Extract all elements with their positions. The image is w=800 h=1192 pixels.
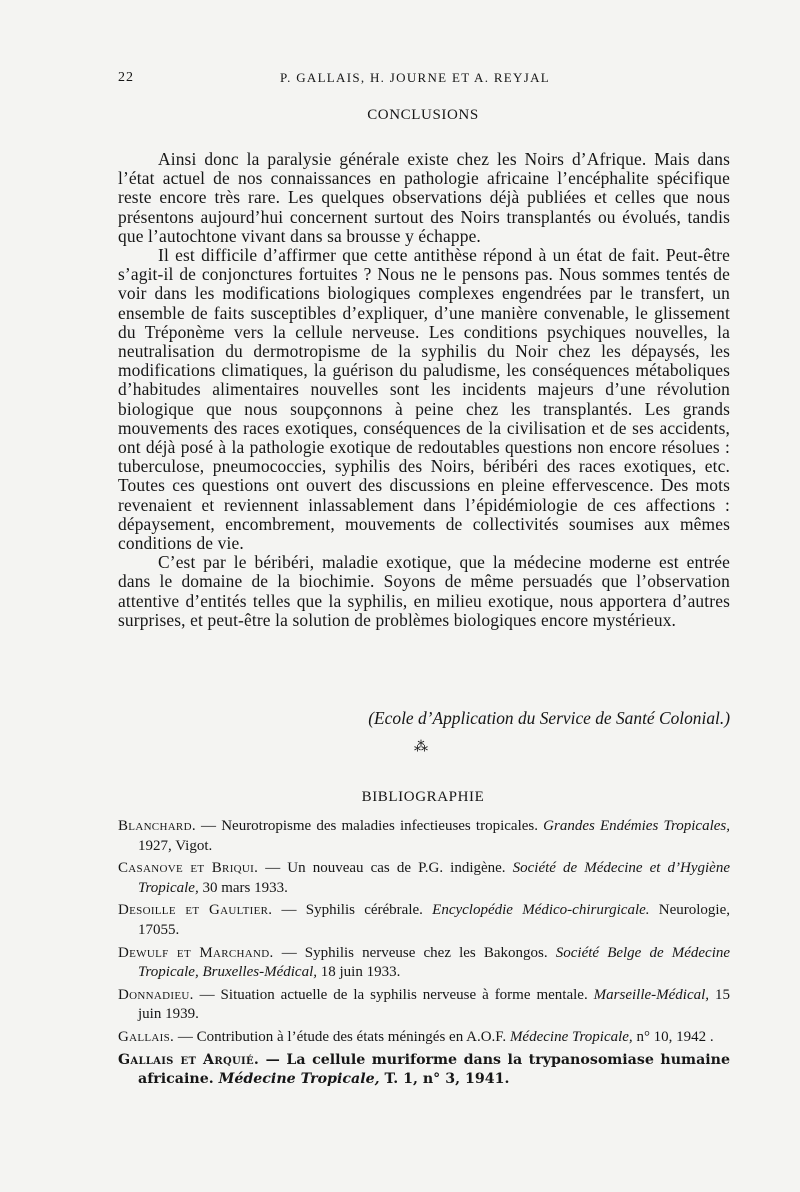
running-header [118,70,718,92]
ref-title: — Syphilis nerveuse chez les Bakongos. [273,944,556,961]
bibliography-entry [118,1051,730,1090]
bibliography-entry [118,986,730,1025]
ref-authors: Gallais et Arquié. [118,1051,260,1068]
bibliography-list [118,817,730,1093]
bibliography-title: BIBLIOGRAPHIE [361,789,485,805]
page-number: 22 [118,70,134,85]
ref-source: Marseille-Médical, [593,986,710,1003]
bibliography-entry [118,901,730,940]
ref-title: — Syphilis cérébrale. [272,902,433,919]
ref-details: T. 1, n° 3, 1941. [379,1071,510,1088]
ref-title: — La cellule muriforme dans la trypanosomiase humaine africaine. [138,1051,730,1088]
bibliography-entry [118,817,730,856]
conclusions-paragraph: C’est par le béribéri, maladie exotique, que la médecine moderne est entrée dans le domaine de la biochimie. Soyons de même persuadés que l’observation attentive d’entités telles que la syphilis, en milieu exotique, nous apportera d’autres surprises, et peut-être la solution de problèmes biologiques encore mystérieux. [118,552,730,630]
ref-title: — Un nouveau cas de P.G. indigène. [258,860,513,877]
running-head-authors: P. GALLAIS, H. JOURNE ET A. REYJAL [280,70,551,85]
conclusions-paragraph: Il est difficile d’affirmer que cette antithèse répond à un état de fait. Peut-être s’agit-il de conjonctures fortuites ? Nous ne le pensons pas. Nous sommes tentés de voir dans les modifications biologiques complexes engendrées par le transfert, un ensemble de faits susceptibles d’expliquer, d’une manière convenable, le glissement du Tréponème vers la cellule nerveuse. Les conditions psychiques nouvelles, la neutralisation du dermotropisme de la syphilis du Noir chez les dépaysés, les modifications climatiques, la guérison du paludisme, les conséquences métaboliques d’habitudes alimentaires nouvelles sont les incidents majeurs d’une révolution biologique que nous soupçonnons à peine chez les transplantés. Les grands mouvements des races exotiques, conséquences de la civilisation et de ses accidents, ont déjà posé à la pathologie exotique de redoutables questions non encore résolues : tuberculose, pneumococcies, syphilis des Noirs, béribéri des races exotiques, etc. Toutes ces questions ont ouvert des discussions en pleine effervescence. Des mots revenaient et reviennent inlassablement dans l’épidémiologie de ces affections : dépaysement, encombrement, mouvements de collectivités soumises aux mêmes conditions de vie. [118,245,730,554]
ref-source: Médecine Tropicale, [218,1071,380,1088]
conclusions-body [118,150,730,630]
ref-details: 1927, Vigot. [138,837,213,854]
ref-details: 15 juin 1939. [138,986,731,1023]
affiliation-line: (Ecole d’Application du Service de Santé Colonial.) [368,708,730,728]
ref-authors: Dewulf et Marchand. [118,944,274,961]
bibliography-entry [118,944,730,983]
asterism-ornament: ⁂ [414,740,428,755]
ref-details: n° 10, 1942 . [632,1028,714,1045]
ref-title: — Neurotropisme des maladies infectieuses tropicales. [195,818,544,834]
ref-title: — Contribution à l’étude des états méningés en A.O.F. [174,1028,510,1045]
ref-details: 18 juin 1933. [316,964,401,981]
ref-source: Société de Médecine et d’Hygiène Tropicale, [138,860,730,896]
ref-title: — Situation actuelle de la syphilis nerveuse à forme mentale. [193,986,594,1003]
ref-source: Société Belge de Médecine Tropicale, Bruxelles-Médical, [138,944,731,981]
ref-details: Neurologie, 17055. [138,902,731,938]
bibliography-entry [118,859,730,898]
conclusions-paragraph: Ainsi donc la paralysie générale existe chez les Noirs d’Afrique. Mais dans l’état actuel de nos connaissances en pathologie africaine l’encéphalite spécifique reste encore très rare. Les quelques observations déjà publiées et celles que nous présentons aujourd’hui concernent surtout des Noirs transplantés ou évolués, tandis que l’autochtone vivant dans sa brousse y échappe. [118,149,730,246]
ref-source: Grandes Endémies Tropicales, [543,818,730,834]
ref-source: Médecine Tropicale, [509,1028,633,1045]
ref-authors: Blanchard. [118,818,196,834]
ref-details: 30 mars 1933. [198,879,288,896]
ref-authors: Gallais. [118,1028,175,1045]
ref-authors: Desoille et Gaultier. [118,902,273,919]
bibliography-entry [118,1028,730,1048]
ref-authors: Casanove et Briqui. [118,860,259,877]
ref-authors: Donnadieu. [118,986,194,1003]
conclusions-title: CONCLUSIONS [367,107,479,123]
ref-source: Encyclopédie Médico-chirurgicale. [432,902,650,919]
